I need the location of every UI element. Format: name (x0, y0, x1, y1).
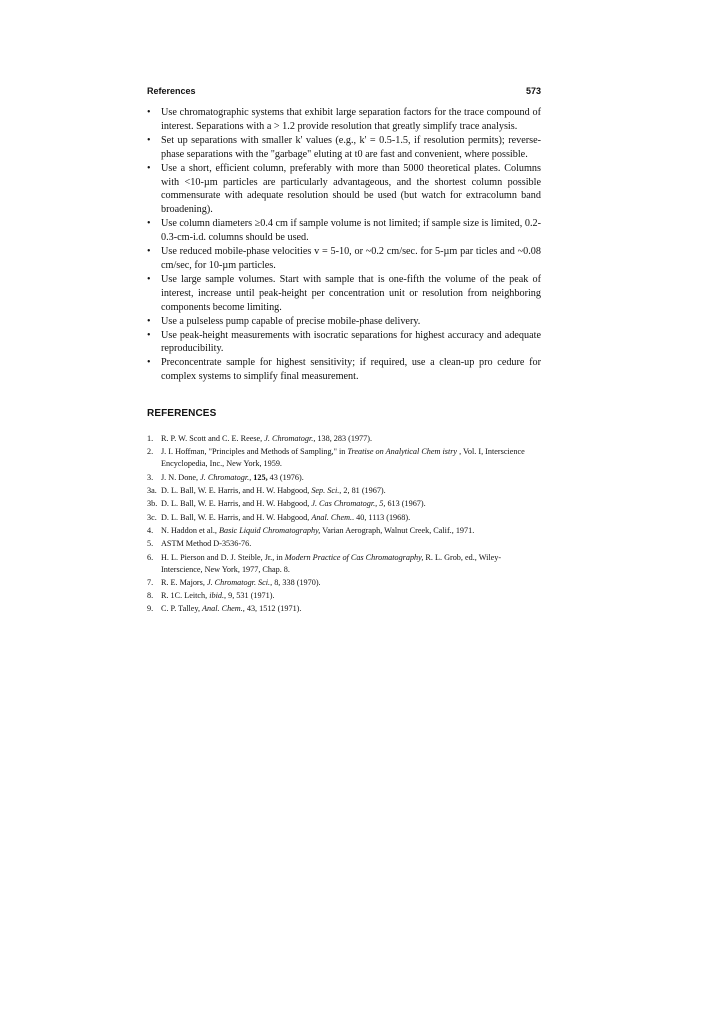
reference-number: 9. (147, 604, 154, 614)
reference-details: R. L. Grob, ed., Wiley-Interscience, New York, 1977, Chap. 8. (161, 552, 502, 574)
page-number: 573 (525, 86, 541, 96)
reference-details: , 9, 531 (1971). (224, 591, 275, 601)
reference-source: Treatise on Analytical Chem istry (347, 447, 458, 457)
reference-authors: D. L. Ball, W. E. Harris, and H. W. Habgood, (161, 499, 312, 509)
reference-source: J. Cas Chromatogr., 5, (311, 499, 386, 509)
list-item: • Use a pulseless pump capable of precise mobile-phase delivery. (147, 315, 421, 327)
list-item: • Use large sample volumes. Start with sample that is one-fifth the volume of the peak of interest, increase until peak-height per concentration unit or resolution from neighboring components become limiting. (147, 273, 541, 313)
reference-item (147, 603, 541, 615)
reference-item (147, 538, 541, 550)
reference-number: 3. (147, 472, 154, 482)
reference-source: J. Chromatogr. (200, 472, 250, 482)
reference-number: 2. (147, 447, 154, 457)
reference-authors: C. P. Talley, (161, 604, 203, 614)
reference-details: , (249, 472, 254, 482)
reference-source: J. Chromatogr. Sci. (206, 577, 271, 587)
reference-number: 3b. (147, 499, 158, 509)
reference-number: 8. (147, 591, 154, 601)
list-item: • Use a short, efficient column, preferably with more than 5000 theoretical plates. Columns with <10-µm particles are particularly advantageous, and the shortest column possible commensurate with adequate resolution should be used (but watch for extracolumn band broadening). (147, 162, 541, 216)
reference-item (147, 433, 541, 445)
reference-item (147, 512, 541, 524)
list-item: • Preconcentrate sample for highest sensitivity; if required, use a clean-up pro cedure for complex systems to simplify final measurement. (147, 357, 541, 383)
reference-details: , 138, 283 (1977). (313, 434, 372, 444)
reference-number: 3a. (147, 486, 157, 496)
reference-source: ibid. (209, 591, 225, 601)
reference-number: 1. (147, 434, 154, 444)
reference-authors: R. 1C. Leitch, (161, 591, 210, 601)
reference-details: Varian Aerograph, Walnut Creek, Calif., 1971. (320, 525, 475, 535)
running-head-title: References (147, 86, 196, 96)
reference-number: 3c. (147, 512, 157, 522)
reference-details: , 2, 81 (1967). (339, 486, 386, 496)
reference-volume: 125, (253, 472, 268, 482)
list-item-text: Use a pulseless pump capable of precise mobile-phase delivery. (161, 315, 421, 327)
reference-authors: J. N. Done, (161, 472, 201, 482)
reference-item (147, 552, 541, 576)
list-item-text: Preconcentrate sample for highest sensitivity; if required, use a clean-up pro cedure for complex systems to simplify final measurement. (161, 357, 541, 383)
list-item-text: Use large sample volumes. Start with sample that is one-fifth the volume of the peak of interest, increase until peak-height per concentration unit or resolution from neighboring components become limiting. (161, 273, 541, 313)
reference-authors: ASTM Method D-3536-76. (161, 539, 252, 549)
reference-authors: R. E. Majors, (161, 577, 207, 587)
list-item: • Use peak-height measurements with isocratic separations for highest accuracy and adequate reproducibility. (147, 329, 541, 355)
reference-details: 613 (1967). (385, 499, 426, 509)
running-head (147, 86, 541, 100)
reference-item (147, 485, 541, 497)
list-item-text: Set up separations with smaller k' values (e.g., k' = 0.5-1.5, if resolution permits); reverse-phase separations with the "garbage" eluting at t0 are fast and convenient, where possible. (161, 134, 541, 160)
reference-authors: D. L. Ball, W. E. Harris, and H. W. Habgood, (161, 512, 312, 522)
reference-item (147, 446, 541, 470)
reference-number: 7. (147, 577, 154, 587)
list-item: • Use chromatographic systems that exhibit large separation factors for the trace compound of interest. Separations with a > 1.2 provide resolution that greatly simplify trace analysis. (147, 107, 541, 132)
list-item-text: Use reduced mobile-phase velocities v = 5-10, or ~0.2 cm/sec. for 5-µm par ticles and ~0.08 cm/sec, for 10-µm particles. (161, 246, 541, 271)
reference-details: . 40, 1113 (1968). (352, 512, 411, 522)
reference-authors: J. I. Hoffman, "Principles and Methods of Sampling," in (161, 447, 348, 457)
reference-number: 5. (147, 539, 154, 549)
reference-source: Sep. Sci. (311, 486, 340, 496)
reference-item (147, 577, 541, 589)
references-heading: REFERENCES (147, 408, 217, 420)
reference-details: , 43, 1512 (1971). (242, 604, 302, 614)
reference-authors: D. L. Ball, W. E. Harris, and H. W. Habgood, (161, 486, 312, 496)
recommendation-list (147, 106, 541, 384)
reference-item (147, 498, 541, 510)
list-item: • Use column diameters ≥0.4 cm if sample volume is not limited; if sample size is limited, 0.2-0.3-cm-i.d. columns should be used. (147, 218, 541, 244)
reference-authors: N. Haddon et al., (161, 525, 219, 535)
list-item-text: Use column diameters ≥0.4 cm if sample volume is not limited; if sample size is limited, 0.2-0.3-cm-i.d. columns should be used. (161, 218, 541, 244)
list-item: • Use reduced mobile-phase velocities v = 5-10, or ~0.2 cm/sec. for 5-µm par ticles and ~0.08 cm/sec, for 10-µm particles. (147, 246, 541, 271)
reference-authors: R. P. W. Scott and C. E. Reese, (161, 434, 265, 444)
reference-details-2: 43 (1976). (267, 472, 304, 482)
list-item: • Set up separations with smaller k' values (e.g., k' = 0.5-1.5, if resolution permits); reverse-phase separations with the "garbage" eluting at t0 are fast and convenient, where possible. (147, 134, 541, 160)
reference-source: Basic Liquid Chromatography, (218, 525, 321, 535)
reference-number: 6. (147, 552, 154, 562)
page-content (147, 86, 541, 617)
reference-source: Modern Practice of Cas Chromatography, (284, 552, 424, 562)
reference-number: 4. (147, 525, 154, 535)
reference-list (147, 433, 541, 615)
list-item-text: Use chromatographic systems that exhibit large separation factors for the trace compound of interest. Separations with a > 1.2 provide resolution that greatly simplify trace analysis. (161, 107, 541, 132)
reference-source: Anal. Chem. (311, 512, 353, 522)
reference-source: J. Chromatogr. (264, 434, 314, 444)
list-item-text: Use a short, efficient column, preferably with more than 5000 theoretical plates. Columns with <10-µm particles are particularly advantageous, and the shortest column possible commensurate with adequate resolution should be used (but watch for extracolumn band broadening). (161, 162, 541, 216)
reference-details: , Vol. I, Interscience Encyclopedia, Inc., New York, 1959. (161, 447, 525, 469)
list-item-text: Use peak-height measurements with isocratic separations for highest accuracy and adequate reproducibility. (161, 329, 541, 355)
reference-authors: H. L. Pierson and D. J. Steible, Jr., in (161, 552, 285, 562)
reference-item (147, 590, 541, 602)
reference-source: Anal. Chem. (202, 604, 243, 614)
reference-item (147, 525, 541, 537)
reference-details: , 8, 338 (1970). (270, 577, 321, 587)
reference-item (147, 472, 541, 484)
